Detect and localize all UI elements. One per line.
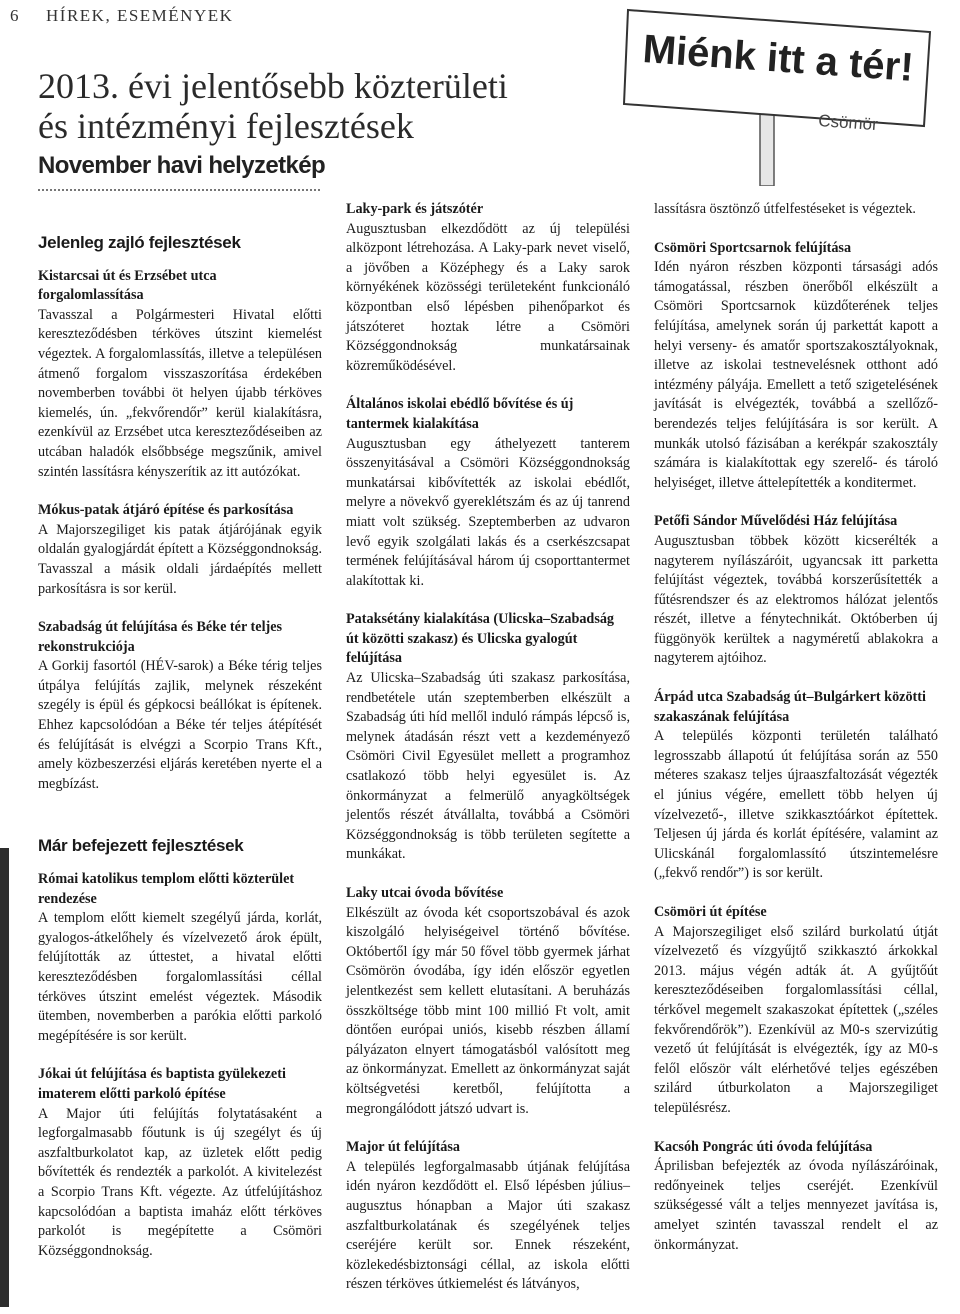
article-body: A Majorszegiliget első szilárd burkolatú útját vízelvezető és vízgyűjtő szikkasztó árkokkal 2013. május végén adták át. A gyűjtőút kereszteződéseiben forgalomlassítási céllal, térkővel megemelt szakaszokat építettek („széles fekvőrendőrök”). Ezenkívül az M0-s szervizútig vezető út felújítását is elvégezték, így az M0-s felől először vált elérhetővé teljes egészében szilárd útburkolaton a Majorszegiliget településrész.	[654, 923, 938, 1116]
article	[654, 512, 938, 669]
sign-post	[760, 110, 774, 186]
article-title: Kacsóh Pongrác úti óvoda felújítása	[654, 1138, 873, 1155]
article-body: A Major úti felújítás folytatásaként a legforgalmasabb főutunk is új szegélyt és új aszfaltburkolatot kap, az üzletek előtt pedig bővítették és rendezték a parkolót. A kivitelezést a Scorpio Trans Kft. végezte. Az útfelújításhoz kapcsolódóan a baptista imaház előtt térköves parkolót is megépítette a Csömöri Községgondnokság.	[38, 1105, 322, 1259]
article-body: Augusztusban többek között kicserélték a nagyterem nyílászáróit, ugyancsak itt parketta felújítást végeztek, továbbá korszerűsítették a fűtésrendszer és az elektromos hálózat jelentős részét, illetve a fénytechnikát. Októberben új függönyök kerültek a nagyméretű ablakokra a nagyterem ajtóihoz.	[654, 532, 938, 667]
article-title: Laky utcai óvoda bővítése	[346, 885, 504, 901]
article-title: Kistarcsai út és Erzsébet utca forgalomlassítása	[38, 267, 217, 304]
article	[38, 618, 322, 794]
article-title: Római katolikus templom előtti közterület rendezése	[38, 871, 295, 907]
article-body: Augusztusban elkezdődött az új települési alközpont létrehozása. A Laky-park nevet viselő, a jövőben a Középhegy és a Laky sarok környékének közösségi területeként funkcionáló központban első lépésben pihenőparkot és játszóteret hoztak létre a Csömöri Községgondnokság munkatársainak közreműködésével.	[346, 220, 630, 374]
signpost-illustration	[618, 0, 938, 186]
column-2	[346, 200, 630, 1314]
page-number: 6	[10, 6, 20, 25]
sign-logo: Csömör	[817, 111, 879, 135]
article-body: lassításra ösztönző útfelfestéseket is végeztek.	[654, 201, 916, 217]
article-body: Elkészült az óvoda két csoportszobával és azok kiszolgáló helyiségeivel történő bővítése. Októbertől így már 50 fővel több gyermek járhat Csömörön óvodába, így idén először egyetlen jelentkezést sem kellett elutasítani. A beruházás összköltsége több mint 100 millió Ft volt, amit döntően európai uniós, kisebb részben államí pályázaton elnyert támogatásból valósított meg az önkormányzat. Emellett az önkormányzat saját költségvetési keretből, felújította a megrongálódott játszó udvart is.	[346, 904, 630, 1117]
article-body: A település központi területén található legrosszabb állapotú út felújítása során az 550 méteres szakasz teljes újraaszfaltozását végezték el június végére, emellett több helyen új vízelvezető-, illetve szikkasztóárkot építettek. Teljesen új járda és korlát építésére, valamint az Ulicskánál forgalomlassító útszintemelésre („fekvő rendőr”) is sor került.	[654, 728, 938, 882]
article-title: Jókai út felújítása és baptista gyülekezeti imaterem előtti parkoló építése	[38, 1066, 286, 1102]
article	[346, 884, 630, 1119]
article-title: Árpád utca Szabadság út–Bulgárkert közötti szakaszának felújítása	[654, 689, 926, 725]
page-header	[10, 6, 233, 26]
edge-bar	[0, 848, 9, 1307]
title-line-2: és intézményi fejlesztések	[38, 106, 414, 146]
article-body: Az Ulicska–Szabadság úti szakasz parkosítása, rendbetétele után szeptemberben elkészült a Szabadság úti híd mellől induló rámpás lépcső is, melynek átadásán részt vett a kezdeményező Csömöri Civil Egyesület mellett a programhoz csatlakozó több helyi egyesület is. Az önkormányzat a felmerülő anyagköltségek jelentős részét átvállalta, továbbá a Csömöri Községgondnokság is több területen segítette a munkákat.	[346, 670, 630, 863]
article-body: A Majorszegiliget kis patak átjárójának egyik oldalán gyalogjárdát épített a Községgondnokság. Tavasszal a másik oldali járdaépítés mellett parkosításra is sor kerül.	[38, 521, 322, 597]
dotted-divider	[38, 189, 320, 191]
column-1	[38, 233, 322, 1280]
article	[38, 870, 322, 1046]
article	[654, 1138, 938, 1256]
column-3	[654, 200, 938, 1274]
section-heading-done: Már befejezett fejlesztések	[38, 836, 244, 856]
article	[346, 610, 630, 865]
article	[654, 903, 938, 1119]
article-title: Major út felújítása	[346, 1139, 461, 1156]
section-heading-current: Jelenleg zajló fejlesztések	[38, 233, 241, 252]
article	[346, 200, 630, 376]
article-title: Szabadság út felújítása és Béke tér teljes rekonstrukciója	[38, 619, 283, 655]
article-title: Petőfi Sándor Művelődési Ház felújítása	[654, 513, 898, 530]
article-body: A Gorkij fasortól (HÉV-sarok) a Béke térig teljes útpálya felújítás zajlik, melynek részeként szegély is épül és gépkocsi beállókat is építenek. Ehhez kapcsolódóan a Béke tér teljes átépítését és felújítását is elvégzi a Scorpio Trans Kft., amely közbeszerzési eljárás keretében nyerte el a megbízást.	[38, 658, 322, 792]
article	[654, 239, 938, 494]
article-title: Mókus-patak átjáró építése és parkosítása	[38, 502, 294, 519]
article-body: Áprilisban befejezték az óvoda nyílászáróinak, redőnyeinek teljes cseréjét. Ezenkívül szükségessé vált a teljes mennyezet javítása is, amelyet szintén tavasszal rendelt el az önkormányzat.	[654, 1158, 938, 1253]
article	[346, 395, 630, 591]
article-body: Augusztusban egy áthelyezett tanterem összenyitásával a Csömöri Községgondnokság munkatársai kibővítették az iskolai ebédlőt, melyre a növekvő gyereklétszám és az új tanrend miatt volt szükség. Szeptemberben az udvaron levő egyik szolgálati lakás és a cserkészcsapat termének felújításával három új csoporttantermet alakítottak ki.	[346, 435, 630, 589]
article-title: Csömöri Sportcsarnok felújítása	[654, 239, 852, 256]
article	[38, 501, 322, 599]
article	[346, 1138, 630, 1295]
article-body: Tavasszal a Polgármesteri Hivatal előtti kereszteződésben térköves útszint kiemelést végeztek. A forgalomlassítás, illetve a településen átmenő forgalom visszaszorítása érdekében novemberben további öt helyen újabb térköves kiemelés, ún. „fekvőrendőr” kerül kialakításra, ezenkívül az Erzsébet utca kereszteződéseiben az utcában haladók elsőbbsége megszűnik, amivel szintén lassításra kényszerítik az itt autózókat.	[38, 306, 322, 480]
page-subtitle: November havi helyzetkép	[38, 152, 326, 179]
title-line-1: 2013. évi jelentősebb közterületi	[38, 66, 508, 106]
article-title: Pataksétány kialakítása (Ulicska–Szabadság út közötti szakasz) és Ulicska gyalogút felújítása	[346, 611, 615, 667]
page-title	[38, 66, 638, 146]
article-body: Idén nyáron részben központi társasági adós támogatással, részben önerőből elkészült a Csömöri Sportcsarnok küzdőterének teljes felújítása, amelynek során új parkettát kapott a helyi verseny- és amatőr sportszakosztályoknak, illetve az iskolai testnevelésnek otthont adó intézmény pályája. Emellett a tető szigetelésének javítását is elvégezték, továbbá a szellőző-berendezés teljes felújítására is sor került. A munkák utolsó fázisában a kerékpár szakosztály számára is kialakítottak egy szerelő- és tároló helyiséget, illetve áttelepítették a konditermet.	[654, 259, 938, 491]
article	[38, 267, 322, 483]
sign-text: Miénk itt a tér!	[641, 27, 915, 90]
article-title: Csömöri út építése	[654, 904, 767, 920]
article-body: A templom előtt kiemelt szegélyű járda, korlát, gyalogos-átkelőhely és vízelvezető árok épült, felújították az úttestet, a hivatal előtti kereszteződésben forgalomlassítási céllal térköves útszint emelést végeztek. Második ütemben, novemberben a parókia előtti parkoló megépítésére is sor került.	[38, 910, 322, 1044]
article-title: Laky-park és játszótér	[346, 201, 484, 217]
article-continuation	[654, 200, 938, 220]
article-body: A település legforgalmasabb útjának felújítása idén nyáron kezdődött el. Első lépésben július–augusztus hónapban a Major úti szakasz aszfaltburkolatának és szegélyének teljes cseréjére került sor. Ennek részeként, közlekedésbiztonsági céllal, az iskola előtti részen térköves útkiemelést és látványos,	[346, 1158, 630, 1293]
article	[654, 688, 938, 884]
article-title: Általános iskolai ebédlő bővítése és új tantermek kialakítása	[346, 396, 574, 432]
section-label: HÍREK, ESEMÉNYEK	[46, 6, 234, 25]
article	[38, 1065, 322, 1261]
